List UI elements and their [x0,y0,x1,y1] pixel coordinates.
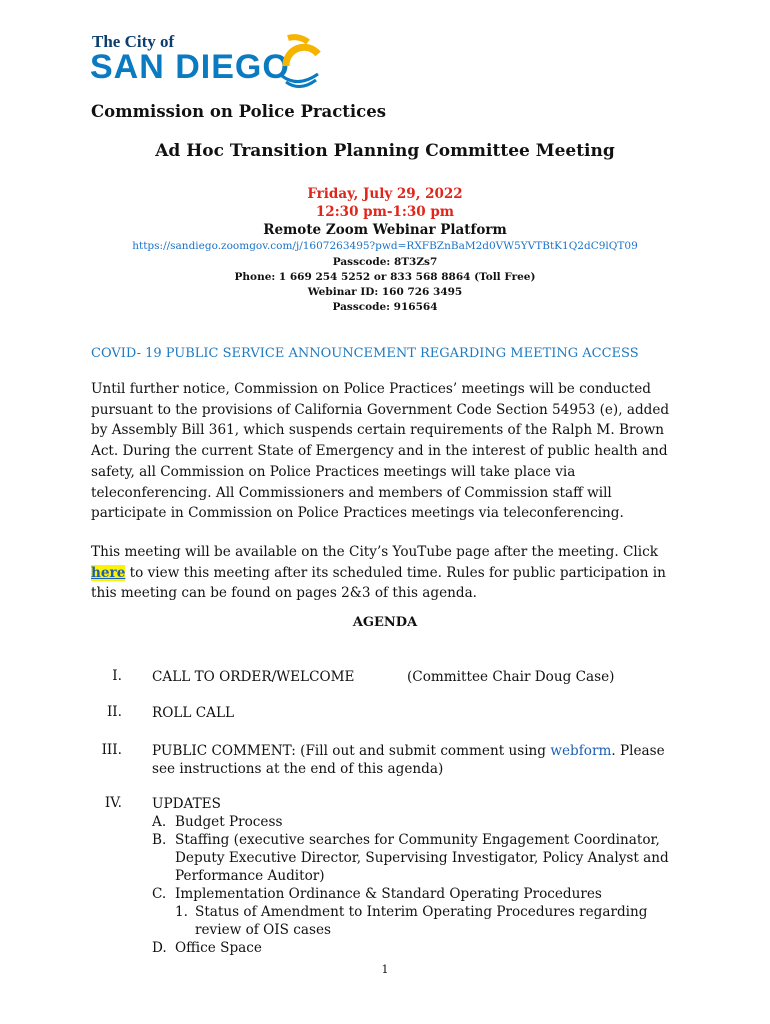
paragraph-youtube-text-2: to view this meeting after its scheduled time. Rules for public participation in this meeting can be found on pages 2&3 of this agenda. [91,564,666,602]
city-logo [90,30,330,92]
paragraph-youtube [91,542,681,604]
page-number: 1 [381,963,389,976]
logo-line1: The City of [92,32,175,51]
passcode-2: Passcode: 916564 [332,301,438,313]
meeting-platform: Remote Zoom Webinar Platform [263,222,507,238]
sub-item-letter: D. [152,940,167,956]
paragraph-meeting-access: Until further notice, Commission on Police Practices’ meetings will be conducted pursuant to the provisions of California Government Code Section 54953 (e), added by Assembly Bill 361, which suspends certain requirements of the Ralph M. Brown Act. During the current State of Emergency and in the interest of public health and safety, all Commission on Police Practices meetings will take place via teleconferencing. All Commissioners and members of Commission staff will participate in Commission on Police Practices meetings via teleconferencing. [91,381,670,522]
here-link[interactable]: here [91,564,126,581]
paragraph-youtube-text-1: This meeting will be available on the City’s YouTube page after the meeting. Click [91,544,658,560]
zoom-link[interactable]: https://sandiego.zoomgov.com/j/1607263495?pwd=RXFBZnBaM2d0VW5YVTBtK1Q2dC9lQT09 [132,240,638,252]
passcode-1: Passcode: 8T3Zs7 [332,256,438,268]
webform-link[interactable]: webform [550,743,612,759]
meeting-date: Friday, July 29, 2022 [307,186,463,202]
sub-item-ordinance: Implementation Ordinance & Standard Operating Procedures [175,886,602,902]
document-title: Commission on Police Practices [91,102,387,121]
sub-item-staffing: Staffing (executive searches for Community Engagement Coordinator, Deputy Executive Director, Supervising Investigator, Policy Analyst and Performance Auditor) [175,832,669,884]
webinar-id: Webinar ID: 160 726 3495 [307,286,463,298]
agenda-item-roll-call: ROLL CALL [152,705,235,721]
document-subtitle: Ad Hoc Transition Planning Committee Meeting [155,141,615,161]
sub-item-letter: B. [152,832,167,848]
sub-item-office-space: Office Space [175,940,262,956]
public-comment-text-2: . Please [611,743,665,759]
agenda-item-number: I. [112,668,122,684]
agenda-item-updates: UPDATES [152,796,221,812]
agenda-item-public-comment [152,742,672,778]
sub-item-number: 1. [175,904,188,920]
sun-logo-icon [278,32,322,90]
phone-info: Phone: 1 669 254 5252 or 833 568 8864 (Toll Free) [234,271,536,283]
public-comment-text-3: see instructions at the end of this agenda) [152,761,444,777]
public-comment-text: PUBLIC COMMENT: (Fill out and submit comment using [152,743,551,759]
agenda-item-number: IV. [104,795,122,811]
sub-item-amendment: Status of Amendment to Interim Operating Procedures regarding review of OIS cases [195,904,648,938]
meeting-time: 12:30 pm-1:30 pm [315,204,455,220]
sub-item-letter: A. [152,814,167,830]
agenda-heading: AGENDA [352,615,418,630]
sub-item-budget: Budget Process [175,814,283,830]
agenda-item-number: III. [101,742,122,758]
agenda-item-welcome-note: (Committee Chair Doug Case) [407,669,615,685]
covid-announcement-heading: COVID- 19 PUBLIC SERVICE ANNOUNCEMENT REGARDING MEETING ACCESS [91,346,639,361]
sub-item-letter: C. [152,886,167,902]
agenda-item-number: II. [106,704,122,720]
agenda-item-welcome: CALL TO ORDER/WELCOME [152,669,355,685]
logo-line2: SAN DIEGO [90,48,290,86]
